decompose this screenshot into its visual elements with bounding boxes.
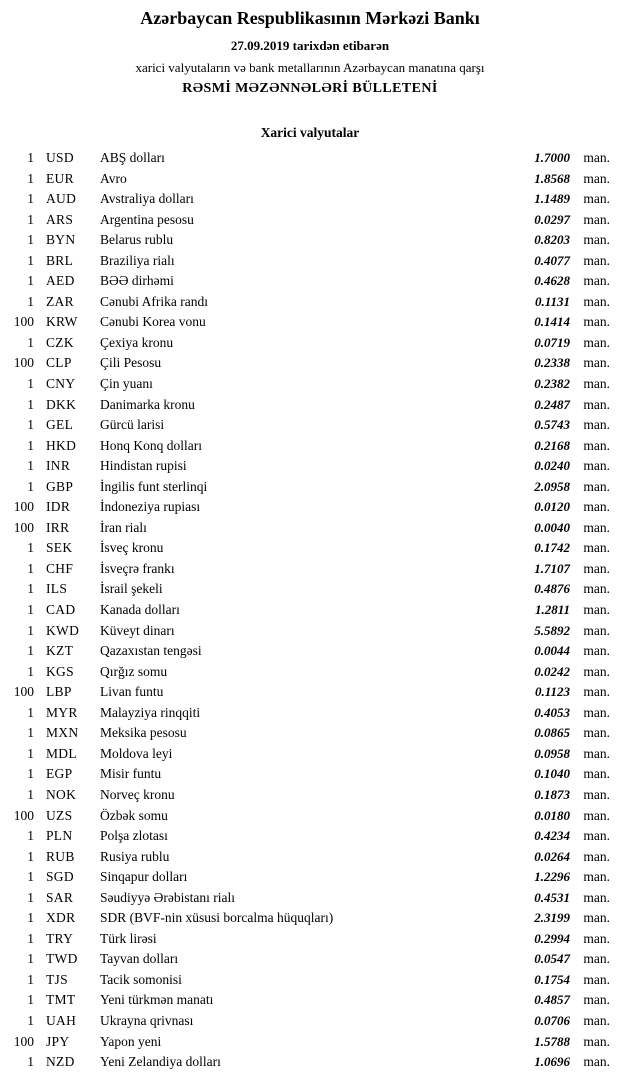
unit-label: man. [583,1012,610,1028]
currency-name: Hindistan rupisi [100,458,187,474]
table-row [6,561,612,582]
quantity: 1 [27,704,34,720]
currency-name: Cənubi Afrika randı [100,293,208,309]
quantity: 1 [27,232,34,248]
rate-value: 1.5788 [534,1033,570,1049]
quantity: 1 [27,828,34,844]
quantity: 100 [13,355,34,371]
quantity: 100 [13,807,34,823]
quantity: 1 [27,376,34,392]
currency-code: CZK [46,334,74,350]
rate-value: 5.5892 [534,622,570,638]
currency-code: TJS [46,971,68,987]
unit-label: man. [583,334,610,350]
currency-name: Belarus rublu [100,232,174,248]
unit-label: man. [583,417,610,433]
table-row [6,581,612,602]
table-row [6,294,612,315]
table-row [6,232,612,253]
currency-code: EGP [46,766,73,782]
quantity: 100 [13,684,34,700]
currency-name: Yeni türkmən manatı [100,992,214,1008]
currency-code: KWD [46,622,80,638]
quantity: 1 [27,1054,34,1070]
unit-label: man. [583,293,610,309]
rate-value: 1.8568 [534,170,570,186]
rate-value: 0.2338 [534,355,570,371]
table-row [6,335,612,356]
table-row [6,1013,612,1034]
currency-name: Qazaxıstan tengəsi [100,643,202,659]
table-row [6,602,612,623]
rate-value: 0.1131 [534,293,570,309]
quantity: 1 [27,766,34,782]
unit-label: man. [583,663,610,679]
rate-value: 0.2382 [534,376,570,392]
table-row [6,746,612,767]
rate-value: 0.4077 [534,252,570,268]
currency-name: Çexiya kronu [100,334,174,350]
unit-label: man. [583,643,610,659]
currency-name: Özbək somu [100,807,168,823]
currency-code: GBP [46,478,74,494]
quantity: 1 [27,150,34,165]
currency-code: KRW [46,314,78,330]
unit-label: man. [583,828,610,844]
rate-value: 1.0696 [534,1054,570,1070]
quantity: 1 [27,560,34,576]
currency-code: ILS [46,581,68,597]
quantity: 1 [27,396,34,412]
quantity: 1 [27,581,34,597]
currency-name: İngilis funt sterlinqi [100,478,208,494]
currency-name: Yapon yeni [100,1033,162,1049]
quantity: 1 [27,252,34,268]
unit-label: man. [583,971,610,987]
table-row [6,540,612,561]
currency-code: NZD [46,1054,75,1070]
table-row [6,273,612,294]
quantity: 1 [27,273,34,289]
section-title-foreign-currencies: Xarici valyutalar [260,125,360,140]
table-row [6,438,612,459]
currency-code: KZT [46,643,74,659]
currency-name: Avro [100,170,127,186]
table-row [6,890,612,911]
table-row [6,1054,612,1073]
currency-code: KGS [46,663,74,679]
currency-name: İsveç kronu [100,540,164,556]
currency-name: Argentina pesosu [100,211,194,227]
quantity: 1 [27,478,34,494]
rate-value: 0.0242 [534,663,570,679]
unit-label: man. [583,622,610,638]
quantity: 1 [27,293,34,309]
unit-label: man. [583,478,610,494]
rate-value: 0.1040 [534,766,570,782]
currency-code: CHF [46,560,74,576]
currency-code: ARS [46,211,74,227]
rate-value: 0.4857 [534,992,570,1008]
subtitle-line: xarici valyutaların və bank metallarının Azərbaycan manatına qarşı [135,60,485,75]
quantity: 1 [27,540,34,556]
quantity: 1 [27,971,34,987]
rate-value: 0.0706 [534,1012,570,1028]
rate-value: 0.4234 [534,828,570,844]
currency-name: Kanada dolları [100,602,180,618]
currency-name: Malayziya rinqqiti [100,704,201,720]
rate-value: 0.0240 [534,458,570,474]
quantity: 1 [27,725,34,741]
unit-label: man. [583,869,610,885]
currency-code: XDR [46,910,76,926]
currency-code: IDR [46,499,71,515]
rate-value: 0.1742 [534,540,570,556]
rate-value: 0.0297 [534,211,570,227]
currency-code: BRL [46,252,74,268]
currency-code: AED [46,273,75,289]
table-row [6,787,612,808]
document-header [0,8,620,97]
quantity: 100 [13,314,34,330]
table-row [6,191,612,212]
rate-value: 0.0719 [534,334,570,350]
quantity: 1 [27,910,34,926]
currency-code: CAD [46,602,76,618]
unit-label: man. [583,992,610,1008]
currency-name: Yeni Zelandiya dolları [100,1054,221,1070]
currency-name: Səudiyyə Ərəbistanı rialı [100,889,235,905]
currency-name: Braziliya rialı [100,252,175,268]
unit-label: man. [583,191,610,207]
quantity: 100 [13,1033,34,1049]
rate-value: 0.1123 [534,684,570,700]
currency-code: ZAR [46,293,74,309]
unit-label: man. [583,499,610,515]
table-row [6,808,612,829]
unit-label: man. [583,437,610,453]
quantity: 1 [27,458,34,474]
unit-label: man. [583,252,610,268]
unit-label: man. [583,745,610,761]
table-row [6,705,612,726]
table-row [6,314,612,335]
unit-label: man. [583,232,610,248]
currency-code: GEL [46,417,74,433]
page-title: Azərbaycan Respublikasının Mərkəzi Bankı [140,8,480,28]
currency-name: Rusiya rublu [100,848,170,864]
quantity: 1 [27,992,34,1008]
currency-name: Meksika pesosu [100,725,187,741]
table-row [6,417,612,438]
rate-value: 0.0958 [534,745,570,761]
currency-name: Moldova leyi [100,745,173,761]
table-row [6,1034,612,1055]
currency-code: USD [46,150,74,165]
quantity: 1 [27,622,34,638]
table-row [6,869,612,890]
currency-name: İran rialı [100,519,147,535]
table-row [6,972,612,993]
currency-name: İsveçrə frankı [100,560,175,576]
quantity: 1 [27,211,34,227]
table-row [6,355,612,376]
currency-code: TRY [46,930,74,946]
rate-value: 0.1754 [534,971,570,987]
table-row [6,766,612,787]
unit-label: man. [583,1033,610,1049]
table-row [6,643,612,664]
rate-value: 0.1873 [534,786,570,802]
currency-name: Sinqapur dolları [100,869,188,885]
quantity: 1 [27,334,34,350]
unit-label: man. [583,458,610,474]
rate-value: 0.8203 [534,232,570,248]
table-row [6,397,612,418]
currency-name: Polşa zlotası [100,828,168,844]
bulletin-title: RƏSMİ MƏZƏNNƏLƏRİ BÜLLETENİ [182,81,438,96]
unit-label: man. [583,684,610,700]
rate-value: 0.4053 [534,704,570,720]
currency-name: Misir funtu [100,766,162,782]
currency-code: RUB [46,848,75,864]
unit-label: man. [583,725,610,741]
unit-label: man. [583,910,610,926]
unit-label: man. [583,396,610,412]
currency-code: UZS [46,807,73,823]
currency-name: İndoneziya rupiası [100,499,201,515]
currency-name: ABŞ dolları [100,150,165,165]
quantity: 1 [27,191,34,207]
unit-label: man. [583,519,610,535]
currency-code: SAR [46,889,74,905]
rate-value: 1.2296 [534,869,570,885]
unit-label: man. [583,376,610,392]
rate-value: 2.3199 [534,910,570,926]
currency-code: LBP [46,684,72,700]
rate-value: 1.2811 [534,602,570,618]
currency-table [0,150,620,1073]
quantity: 1 [27,869,34,885]
currency-code: CNY [46,376,76,392]
currency-name: Tayvan dolları [100,951,179,967]
currency-code: INR [46,458,71,474]
table-row [6,664,612,685]
table-row [6,725,612,746]
rate-value: 0.0547 [534,951,570,967]
unit-label: man. [583,786,610,802]
unit-label: man. [583,848,610,864]
rate-value: 0.2168 [534,437,570,453]
unit-label: man. [583,889,610,905]
unit-label: man. [583,1054,610,1070]
currency-code: TMT [46,992,76,1008]
currency-name: Ukrayna qrivnası [100,1012,194,1028]
effective-date-line: 27.09.2019 tarixdən etibarən [230,38,390,53]
rate-value: 0.0180 [534,807,570,823]
table-row [6,828,612,849]
currency-name: Qırğız somu [100,663,168,679]
rate-value: 1.7000 [534,150,570,165]
rate-value: 0.0264 [534,848,570,864]
currency-code: DKK [46,396,77,412]
rate-value: 1.1489 [534,191,570,207]
currency-code: BYN [46,232,76,248]
table-row [6,171,612,192]
quantity: 100 [13,499,34,515]
table-row [6,910,612,931]
unit-label: man. [583,273,610,289]
rate-value: 0.0865 [534,725,570,741]
unit-label: man. [583,951,610,967]
rate-value: 0.4531 [534,889,570,905]
table-row [6,499,612,520]
table-row [6,992,612,1013]
rate-value: 0.0040 [534,519,570,535]
unit-label: man. [583,602,610,618]
table-row [6,253,612,274]
quantity: 1 [27,930,34,946]
currency-code: SEK [46,540,73,556]
quantity: 1 [27,437,34,453]
rate-value: 1.7107 [534,560,570,576]
currency-code: JPY [46,1033,70,1049]
unit-label: man. [583,807,610,823]
currency-name: Cənubi Korea vonu [100,314,206,330]
currency-code: SGD [46,869,74,885]
unit-label: man. [583,314,610,330]
unit-label: man. [583,560,610,576]
quantity: 1 [27,1012,34,1028]
quantity: 1 [27,951,34,967]
table-row [6,849,612,870]
currency-code: NOK [46,786,77,802]
unit-label: man. [583,930,610,946]
currency-name: Çin yuanı [100,376,153,392]
unit-label: man. [583,704,610,720]
currency-name: İsrail şekeli [100,581,163,597]
quantity: 1 [27,663,34,679]
quantity: 100 [13,519,34,535]
unit-label: man. [583,150,610,165]
rate-value: 0.2487 [534,396,570,412]
rate-value: 0.4876 [534,581,570,597]
unit-label: man. [583,540,610,556]
currency-name: Gürcü larisi [100,417,165,433]
currency-name: BƏƏ dirhəmi [100,273,174,289]
quantity: 1 [27,602,34,618]
quantity: 1 [27,848,34,864]
table-row [6,212,612,233]
currency-code: MYR [46,704,78,720]
currency-code: PLN [46,828,73,844]
currency-name: Honq Konq dolları [100,437,202,453]
quantity: 1 [27,786,34,802]
table-row [6,520,612,541]
table-row [6,623,612,644]
currency-name: Norveç kronu [100,786,175,802]
currency-name: Avstraliya dolları [100,191,194,207]
currency-code: MXN [46,725,79,741]
rate-value: 0.5743 [534,417,570,433]
table-row [6,150,612,171]
table-row [6,376,612,397]
table-row [6,951,612,972]
currency-name: SDR (BVF-nin xüsusi borcalma hüquqları) [100,910,334,926]
rate-value: 0.1414 [534,314,570,330]
currency-code: CLP [46,355,72,371]
unit-label: man. [583,766,610,782]
unit-label: man. [583,211,610,227]
currency-code: IRR [46,519,70,535]
quantity: 1 [27,745,34,761]
rate-value: 0.4628 [534,273,570,289]
rate-value: 2.0958 [534,478,570,494]
currency-name: Tacik somonisi [100,971,182,987]
quantity: 1 [27,417,34,433]
currency-code: TWD [46,951,78,967]
rate-value: 0.0044 [534,643,570,659]
quantity: 1 [27,889,34,905]
quantity: 1 [27,643,34,659]
currency-code: EUR [46,170,74,186]
currency-code: AUD [46,191,77,207]
unit-label: man. [583,581,610,597]
currency-code: UAH [46,1012,77,1028]
currency-name: Türk lirəsi [100,930,157,946]
rate-value: 0.2994 [534,930,570,946]
currency-name: Livan funtu [100,684,164,700]
unit-label: man. [583,355,610,371]
unit-label: man. [583,170,610,186]
rate-value: 0.0120 [534,499,570,515]
quantity: 1 [27,170,34,186]
table-row [6,684,612,705]
table-row [6,458,612,479]
currency-name: Küveyt dinarı [100,622,175,638]
currency-code: HKD [46,437,77,453]
currency-code: MDL [46,745,77,761]
table-row [6,931,612,952]
currency-name: Çili Pesosu [100,355,162,371]
currency-name: Danimarka kronu [100,396,195,412]
table-row [6,479,612,500]
